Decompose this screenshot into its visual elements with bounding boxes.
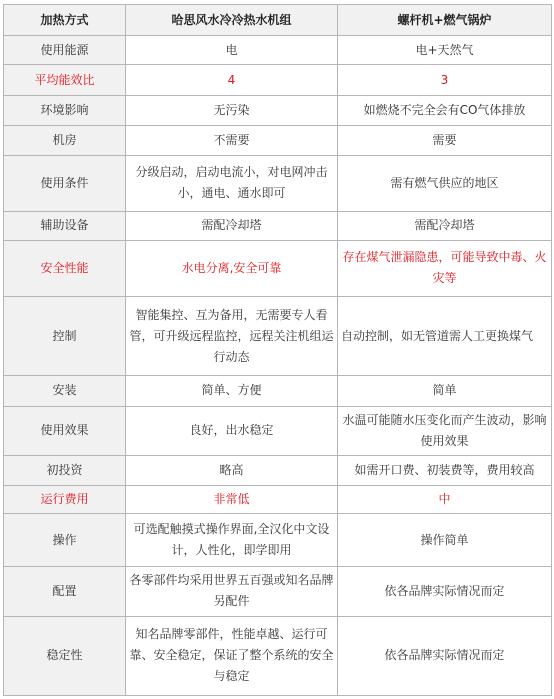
option-a-cell: 电 bbox=[126, 36, 338, 65]
row-label: 环境影响 bbox=[4, 95, 126, 125]
table-row bbox=[4, 566, 552, 616]
option-b-cell: 存在煤气泄漏隐患，可能导致中毒、火灾等 bbox=[338, 241, 552, 297]
header-heating-method: 加热方式 bbox=[4, 5, 126, 36]
header-row bbox=[4, 5, 552, 36]
option-b-cell: 简单 bbox=[338, 376, 552, 406]
option-a-cell: 知名品牌零部件，性能卓越、运行可靠、安全稳定，保证了整个系统的安全与稳定 bbox=[126, 616, 338, 695]
option-a-cell: 不需要 bbox=[126, 126, 338, 155]
option-a-cell: 智能集控、互为备用，无需要专人看管，可升级远程监控，远程关注机组运行动态 bbox=[126, 296, 338, 375]
table-body bbox=[4, 36, 552, 696]
table-row bbox=[4, 616, 552, 695]
table-row bbox=[4, 456, 552, 485]
header-option-a: 哈思风水冷冷热水机组 bbox=[126, 5, 338, 36]
option-a-cell: 4 bbox=[126, 65, 338, 95]
header-option-b: 螺杆机+燃气锅炉 bbox=[338, 5, 552, 36]
row-label: 初投资 bbox=[4, 456, 126, 485]
table-row bbox=[4, 241, 552, 297]
table-row bbox=[4, 485, 552, 513]
option-b-cell: 需配冷却塔 bbox=[338, 211, 552, 240]
option-a-cell: 良好，出水稳定 bbox=[126, 406, 338, 456]
row-label: 使用条件 bbox=[4, 155, 126, 211]
option-b-cell: 如燃烧不完全会有CO气体排放 bbox=[338, 95, 552, 125]
option-b-cell: 中 bbox=[338, 485, 552, 513]
comparison-table bbox=[3, 4, 552, 696]
row-label: 安装 bbox=[4, 376, 126, 406]
table-row bbox=[4, 126, 552, 155]
option-a-cell: 分级启动，启动电流小，对电网冲击小，通电、通水即可 bbox=[126, 155, 338, 211]
option-b-cell: 操作简单 bbox=[338, 514, 552, 567]
row-label: 机房 bbox=[4, 126, 126, 155]
option-b-cell: 自动控制，如无管道需人工更换煤气 bbox=[338, 296, 552, 375]
table-row bbox=[4, 296, 552, 375]
option-b-cell: 依各品牌实际情况而定 bbox=[338, 566, 552, 616]
row-label: 操作 bbox=[4, 514, 126, 567]
option-a-cell: 水电分离,安全可靠 bbox=[126, 241, 338, 297]
option-b-cell: 电+天然气 bbox=[338, 36, 552, 65]
row-label: 辅助设备 bbox=[4, 211, 126, 240]
table-row bbox=[4, 36, 552, 65]
option-a-cell: 各零部件均采用世界五百强或知名品牌另配件 bbox=[126, 566, 338, 616]
row-label: 稳定性 bbox=[4, 616, 126, 695]
row-label: 控制 bbox=[4, 296, 126, 375]
option-a-cell: 非常低 bbox=[126, 485, 338, 513]
table-row bbox=[4, 376, 552, 406]
row-label: 安全性能 bbox=[4, 241, 126, 297]
option-b-cell: 依各品牌实际情况而定 bbox=[338, 616, 552, 695]
table-row bbox=[4, 514, 552, 567]
option-a-cell: 简单、方便 bbox=[126, 376, 338, 406]
row-label: 平均能效比 bbox=[4, 65, 126, 95]
row-label: 运行费用 bbox=[4, 485, 126, 513]
option-a-cell: 需配冷却塔 bbox=[126, 211, 338, 240]
option-a-cell: 无污染 bbox=[126, 95, 338, 125]
row-label: 配置 bbox=[4, 566, 126, 616]
table-row bbox=[4, 155, 552, 211]
row-label: 使用能源 bbox=[4, 36, 126, 65]
option-b-cell: 3 bbox=[338, 65, 552, 95]
option-a-cell: 略高 bbox=[126, 456, 338, 485]
option-a-cell: 可选配触摸式操作界面,全汉化中文设计，人性化，即学即用 bbox=[126, 514, 338, 567]
table-row bbox=[4, 406, 552, 456]
row-label: 使用效果 bbox=[4, 406, 126, 456]
table-row bbox=[4, 211, 552, 240]
option-b-cell: 需要 bbox=[338, 126, 552, 155]
table-row bbox=[4, 65, 552, 95]
option-b-cell: 如需开口费、初装费等，费用较高 bbox=[338, 456, 552, 485]
option-b-cell: 水温可能随水压变化而产生波动，影响使用效果 bbox=[338, 406, 552, 456]
option-b-cell: 需有燃气供应的地区 bbox=[338, 155, 552, 211]
table-row bbox=[4, 95, 552, 125]
